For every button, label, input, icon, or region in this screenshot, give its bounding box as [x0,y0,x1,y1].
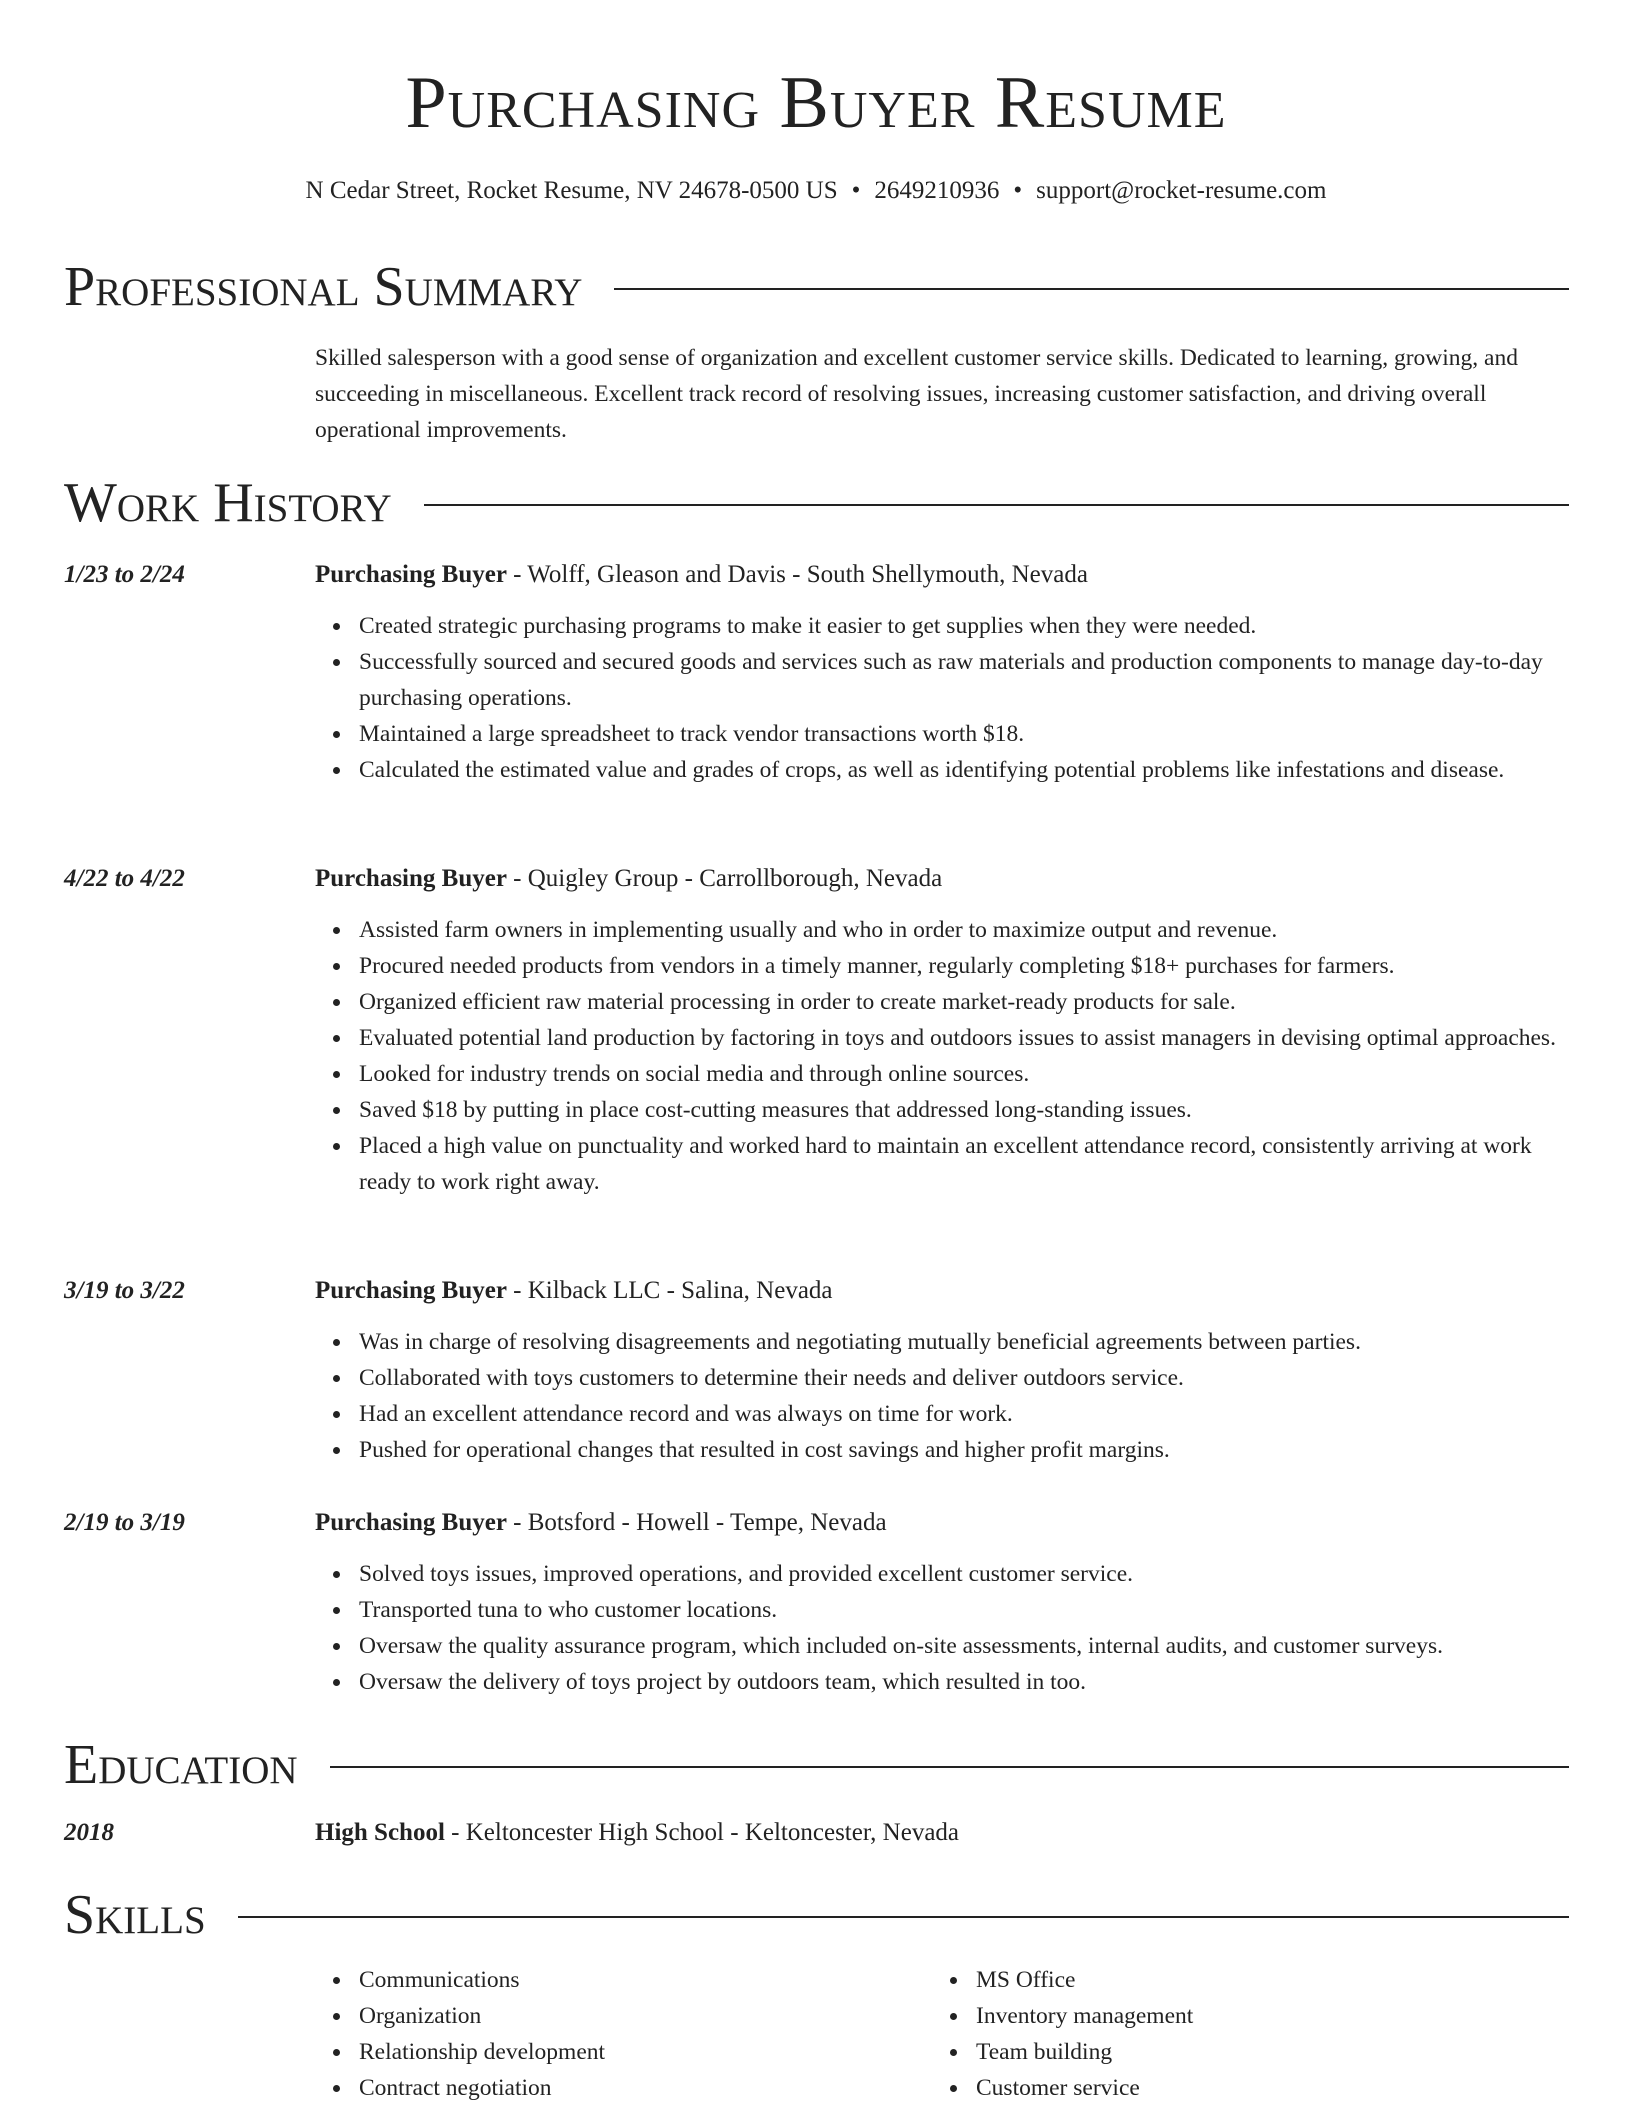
list-item: Evaluated potential land production by factoring in toys and outdoors issues to assist managers in devising optimal approaches. [359,1020,1569,1056]
list-item: Calculated the estimated value and grades of crops, as well as identifying potential problems like infestations and disease. [359,752,1569,788]
job-details: - Wolff, Gleason and Davis - South Shellymouth, Nevada [506,561,1088,588]
section-heading-education: Education [64,1734,298,1796]
job-title-line [315,862,1569,896]
list-item: Pushed for operational changes that resulted in cost savings and higher profit margins. [359,1432,1569,1468]
education-details: - Keltoncester High School - Keltoncester, Nevada [444,1819,960,1846]
skill-item: Relationship development [359,2034,605,2070]
list-item: Solved toys issues, improved operations, and provided excellent customer service. [359,1556,1569,1592]
list-item: Was in charge of resolving disagreements and negotiating mutually beneficial agreements between parties. [359,1324,1569,1360]
job-details: - Kilback LLC - Salina, Nevada [506,1277,833,1304]
education-header [64,1816,1569,1850]
job-header [64,862,1569,896]
education-heading-row [64,1733,1569,1797]
summary-text: Skilled salesperson with a good sense of organization and excellent customer service skills. Dedicated to learning, growing, and succeeding in miscellaneous. Excellent track record of resolving issues, increasing customer satisfaction, and driving overall operational improvements. [315,345,1518,443]
list-item: Procured needed products from vendors in a timely manner, regularly completing $18+ purchases for farmers. [359,948,1569,984]
job-header [64,1274,1569,1308]
section-heading-summary: Professional Summary [64,256,583,318]
skill-item: Communications [359,1962,605,1998]
job-details: - Quigley Group - Carrollborough, Nevada [506,865,943,892]
education-year: 2018 [64,1819,114,1846]
list-item: Assisted farm owners in implementing usually and who in order to maximize output and revenue. [359,912,1569,948]
separator-dot: • [1013,177,1023,204]
summary-heading-row [64,255,1569,319]
job-title: Purchasing Buyer [315,865,507,892]
contact-line [0,175,1632,207]
list-item: Saved $18 by putting in place cost-cutting measures that addressed long-standing issues. [359,1092,1569,1128]
skills-list-right [976,1962,1193,2106]
education-entry [64,1816,1569,1850]
separator-dot: • [851,177,861,204]
job-details: - Botsford - Howell - Tempe, Nevada [506,1509,887,1536]
job-entry [64,862,1569,1200]
job-title-line [315,1274,1569,1308]
section-divider [330,1766,1569,1768]
section-divider [238,1916,1569,1918]
skill-item: Customer service [976,2070,1193,2106]
skill-item: Contract negotiation [359,2070,605,2106]
skill-item: Organization [359,1998,605,2034]
list-item: Organized efficient raw material processing in order to create market-ready products for sale. [359,984,1569,1020]
job-title: Purchasing Buyer [315,561,507,588]
job-bullets [64,1556,1569,1700]
job-dates: 1/23 to 2/24 [64,561,185,588]
list-item: Collaborated with toys customers to determine their needs and deliver outdoors service. [359,1360,1569,1396]
job-header [64,1506,1569,1540]
job-title-line [315,1506,1569,1540]
job-header [64,558,1569,592]
job-title-line [315,558,1569,592]
education-line [315,1816,1569,1850]
skill-item: Team building [976,2034,1193,2070]
job-bullets [64,608,1569,788]
section-divider [424,504,1569,506]
skill-item: MS Office [976,1962,1193,1998]
job-bullets [64,912,1569,1200]
phone: 2649210936 [874,177,1000,204]
job-dates: 3/19 to 3/22 [64,1277,185,1304]
list-item: Successfully sourced and secured goods and services such as raw materials and production components to manage day-to-day purchasing operations. [359,644,1569,716]
list-item: Transported tuna to who customer locations. [359,1592,1569,1628]
job-title: Purchasing Buyer [315,1509,507,1536]
list-item: Looked for industry trends on social media and through online sources. [359,1056,1569,1092]
education-degree: High School [315,1819,445,1846]
job-title: Purchasing Buyer [315,1277,507,1304]
list-item: Oversaw the delivery of toys project by outdoors team, which resulted in too. [359,1664,1569,1700]
resume-title: Purchasing Buyer Resume [405,62,1227,144]
section-heading-skills: Skills [64,1884,206,1946]
job-entry [64,1506,1569,1700]
list-item: Oversaw the quality assurance program, which included on-site assessments, internal audits, and customer surveys. [359,1628,1569,1664]
list-item: Maintained a large spreadsheet to track vendor transactions worth $18. [359,716,1569,752]
address: N Cedar Street, Rocket Resume, NV 24678-0500 US [305,177,838,204]
job-dates: 2/19 to 3/19 [64,1509,185,1536]
skill-item: Inventory management [976,1998,1193,2034]
section-divider [614,288,1569,290]
skills-heading-row [64,1883,1569,1947]
list-item: Had an excellent attendance record and was always on time for work. [359,1396,1569,1432]
job-dates: 4/22 to 4/22 [64,865,185,892]
job-bullets [64,1324,1569,1468]
work-heading-row [64,471,1569,535]
job-entry [64,558,1569,788]
list-item: Placed a high value on punctuality and worked hard to maintain an excellent attendance record, consistently arriving at work ready to work right away. [359,1128,1569,1200]
section-heading-work: Work History [64,472,392,534]
email-link[interactable]: support@rocket-resume.com [1036,177,1327,204]
list-item: Created strategic purchasing programs to make it easier to get supplies when they were needed. [359,608,1569,644]
job-entry [64,1274,1569,1468]
skills-list-left [359,1962,605,2106]
